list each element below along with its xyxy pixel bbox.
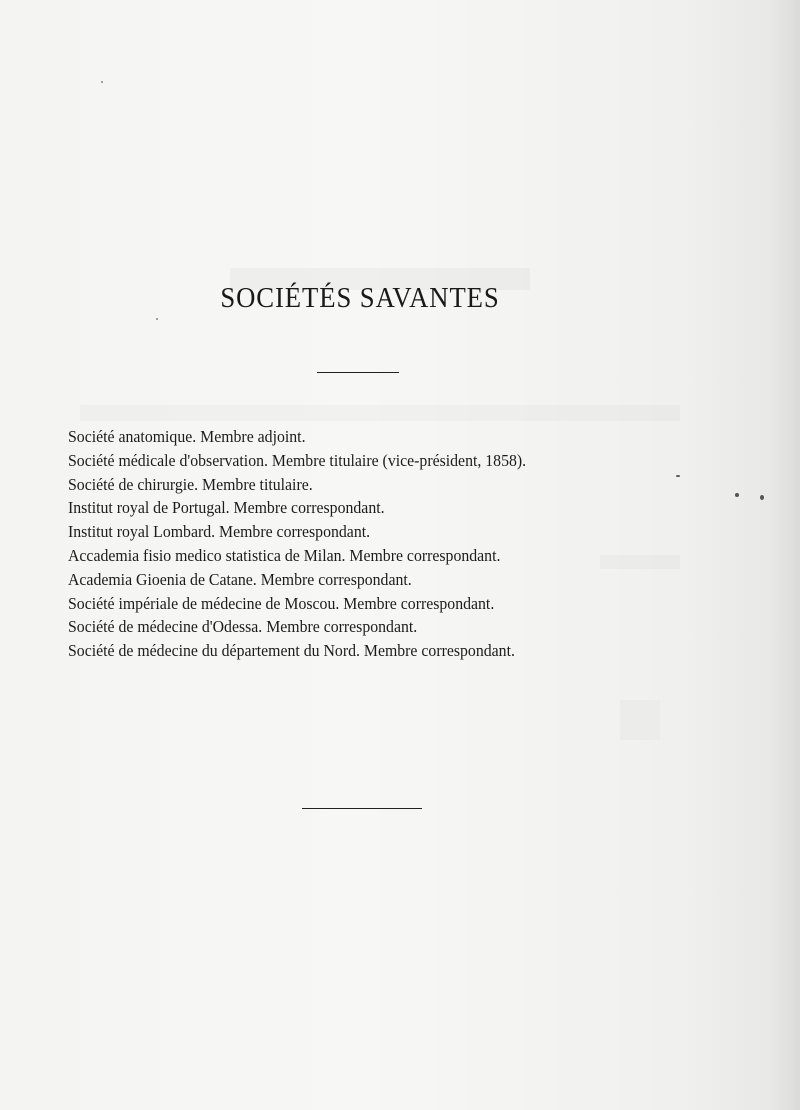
list-item: Société médicale d'observation. Membre titulaire (vice-président, 1858). [68,450,527,470]
list-item: Société de médecine du département du Nord. Membre correspondant. [68,641,515,661]
title-rule [317,372,399,373]
list-item: Société de chirurgie. Membre titulaire. [68,474,313,494]
list-item: Institut royal de Portugal. Membre correspondant. [68,498,385,518]
show-through-mark [620,700,660,740]
ink-speck [101,81,103,83]
list-item: Société de médecine d'Odessa. Membre correspondant. [68,617,418,637]
page-edge-shadow [770,0,800,1110]
ink-speck [735,493,739,497]
page-title: SOCIÉTÉS SAVANTES [220,282,500,314]
society-list [68,425,748,663]
ink-speck [760,495,764,500]
list-item: Société impériale de médecine de Moscou. Membre correspondant. [68,593,495,613]
closing-rule [302,808,422,809]
list-item: Academia Gioenia de Catane. Membre correspondant. [68,569,412,589]
show-through-mark [80,405,680,421]
ink-speck [156,318,158,320]
ink-speck [676,475,680,477]
list-item: Institut royal Lombard. Membre correspondant. [68,522,371,542]
list-item: Société anatomique. Membre adjoint. [68,427,306,446]
list-item: Accademia fisio medico statistica de Milan. Membre correspondant. [68,545,501,565]
